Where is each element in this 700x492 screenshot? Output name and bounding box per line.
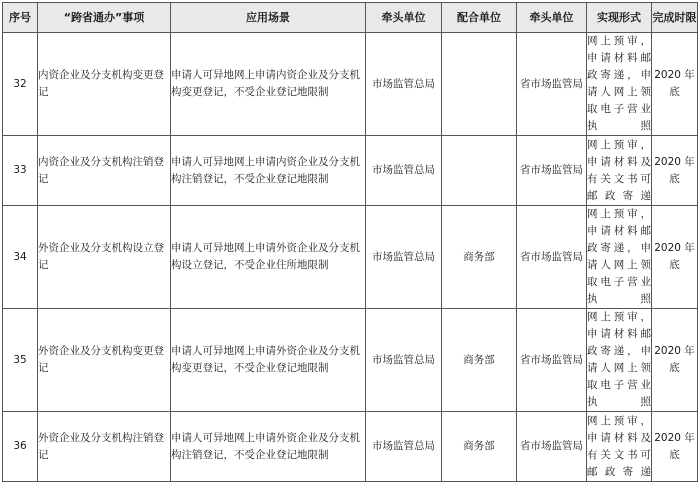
form-line: 邮政寄递 — [587, 465, 651, 478]
cell-seq: 33 — [3, 136, 38, 206]
header-coop: 配合单位 — [442, 3, 517, 33]
header-item: “跨省通办”事项 — [38, 3, 171, 33]
cell-lead: 市场监管总局 — [366, 33, 442, 136]
cell-scenario: 申请人可异地网上申请外资企业及分支机构注销登记，不受企业登记地限制 — [171, 412, 366, 482]
cell-deadline: 2020 年底 — [652, 309, 698, 412]
cell-lead-local: 省市场监管局 — [517, 33, 587, 136]
header-scenario: 应用场景 — [171, 3, 366, 33]
cell-item: 内资企业及分支机构注销登记 — [38, 136, 171, 206]
header-lead-local: 牵头单位 — [517, 3, 587, 33]
cell-lead-local: 省市场监管局 — [517, 412, 587, 482]
cell-item: 外资企业及分支机构变更登记 — [38, 309, 171, 412]
header-form: 实现形式 — [587, 3, 652, 33]
cell-scenario: 申请人可异地网上申请内资企业及分支机构注销登记，不受企业登记地限制 — [171, 136, 366, 206]
form-line: 取电子营业 — [587, 103, 651, 115]
cell-lead-local: 省市场监管局 — [517, 309, 587, 412]
form-line: 请人网上领 — [587, 259, 651, 271]
form-line: 执照 — [587, 120, 651, 132]
form-line: 有关文书可 — [587, 172, 651, 185]
cell-item: 内资企业及分支机构变更登记 — [38, 33, 171, 136]
cell-form — [587, 309, 652, 412]
form-line: 网上预审， — [587, 208, 651, 220]
form-line: 政寄递，申 — [587, 345, 651, 357]
cell-coop — [442, 136, 517, 206]
form-line: 有关文书可 — [587, 448, 651, 461]
cell-scenario: 申请人可异地网上申请内资企业及分支机构变更登记，不受企业登记地限制 — [171, 33, 366, 136]
form-line: 取电子营业 — [587, 379, 651, 391]
cell-form — [587, 412, 652, 482]
cell-scenario: 申请人可异地网上申请外资企业及分支机构设立登记，不受企业住所地限制 — [171, 206, 366, 309]
form-line: 申请材料邮 — [587, 52, 651, 64]
form-line: 请人网上领 — [587, 362, 651, 374]
cell-form — [587, 136, 652, 206]
cell-deadline: 2020 年底 — [652, 206, 698, 309]
cell-form — [587, 206, 652, 309]
cell-coop: 商务部 — [442, 412, 517, 482]
table-row — [3, 33, 698, 136]
form-line: 网上预审， — [587, 311, 651, 323]
form-line: 申请材料邮 — [587, 328, 651, 340]
form-line: 网上预审， — [587, 414, 651, 427]
header-row — [3, 3, 698, 33]
form-line: 申请材料邮 — [587, 225, 651, 237]
table-row — [3, 412, 698, 482]
cell-item: 外资企业及分支机构注销登记 — [38, 412, 171, 482]
table-row — [3, 206, 698, 309]
cell-scenario: 申请人可异地网上申请外资企业及分支机构变更登记，不受企业登记地限制 — [171, 309, 366, 412]
cell-lead-local: 省市场监管局 — [517, 206, 587, 309]
cell-coop: 商务部 — [442, 206, 517, 309]
header-lead: 牵头单位 — [366, 3, 442, 33]
cell-seq: 36 — [3, 412, 38, 482]
form-line: 政寄递，申 — [587, 69, 651, 81]
form-line: 网上预审， — [587, 35, 651, 47]
form-line: 执照 — [587, 396, 651, 408]
form-line: 申请材料及 — [587, 155, 651, 168]
cell-form — [587, 33, 652, 136]
cell-lead: 市场监管总局 — [366, 206, 442, 309]
form-line: 执照 — [587, 293, 651, 305]
form-line: 取电子营业 — [587, 276, 651, 288]
cell-deadline: 2020 年底 — [652, 136, 698, 206]
cell-lead: 市场监管总局 — [366, 412, 442, 482]
table-row — [3, 309, 698, 412]
form-line: 网上预审， — [587, 138, 651, 151]
form-line: 请人网上领 — [587, 86, 651, 98]
header-seq: 序号 — [3, 3, 38, 33]
form-line: 申请材料及 — [587, 431, 651, 444]
form-line: 邮政寄递 — [587, 189, 651, 202]
cell-coop: 商务部 — [442, 309, 517, 412]
table-row — [3, 136, 698, 206]
header-deadline: 完成时限 — [652, 3, 698, 33]
services-table — [2, 2, 698, 482]
cell-deadline: 2020 年底 — [652, 412, 698, 482]
form-line: 政寄递，申 — [587, 242, 651, 254]
cell-seq: 35 — [3, 309, 38, 412]
cell-item: 外资企业及分支机构设立登记 — [38, 206, 171, 309]
cell-seq: 32 — [3, 33, 38, 136]
cell-lead: 市场监管总局 — [366, 136, 442, 206]
cell-lead-local: 省市场监管局 — [517, 136, 587, 206]
cell-deadline: 2020 年底 — [652, 33, 698, 136]
cell-seq: 34 — [3, 206, 38, 309]
cell-coop — [442, 33, 517, 136]
cell-lead: 市场监管总局 — [366, 309, 442, 412]
